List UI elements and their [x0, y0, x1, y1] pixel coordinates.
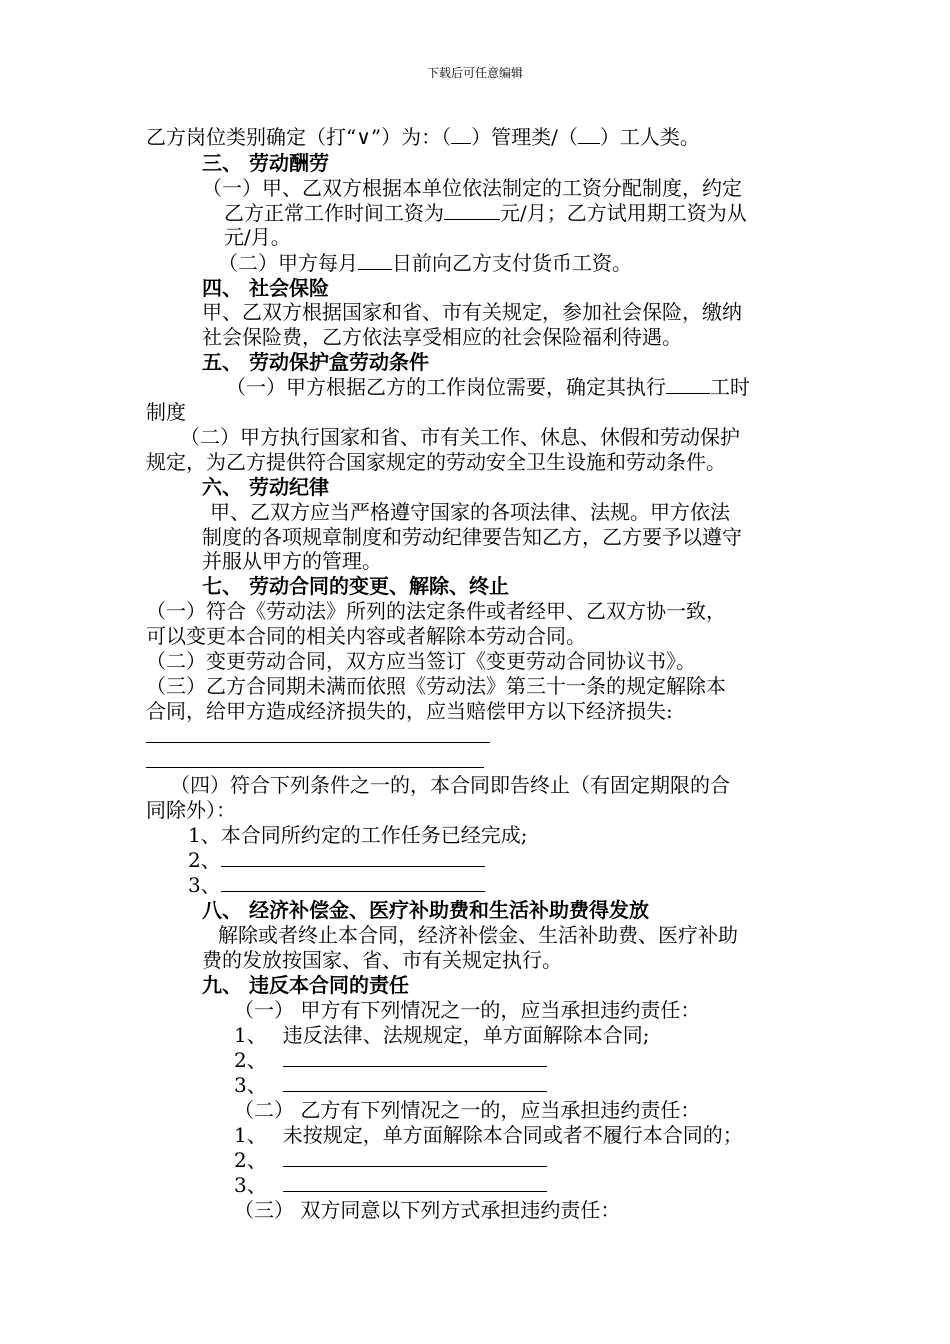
para-7-1a: （一）符合《劳动法》所列的法定条件或者经甲、乙双方协一致， — [146, 599, 726, 623]
para-9-1-item2: 2、 — [234, 1047, 547, 1073]
para-7-1b: 可以变更本合同的相关内容或者解除本劳动合同。 — [146, 624, 586, 648]
blank-line-loss-2 — [146, 767, 484, 768]
para-7-3a: （三）乙方合同期未满而依照《劳动法》第三十一条的规定解除本 — [146, 674, 726, 698]
section-heading-3: 三、 劳动酬劳 — [202, 151, 329, 175]
blank-employee-breach-3 — [283, 1173, 547, 1192]
blank-normal-wage — [444, 201, 500, 220]
para-9-1-item1: 1、 违反法律、法规规定，单方面解除本合同; — [234, 1023, 650, 1047]
para-3-2: （二）甲方每月 日前向乙方支付货币工资。 — [218, 251, 632, 275]
para-7-4-item3: 3、 — [188, 872, 485, 898]
blank-employer-breach-2 — [283, 1048, 547, 1067]
para-7-4b: 同除外）： — [146, 798, 236, 822]
para-8a: 解除或者终止本合同，经济补偿金、生活补助费、医疗补助 — [218, 923, 738, 947]
para-5-1c: 制度 — [146, 400, 186, 424]
para-9-3: （三） 双方同意以下列方式承担违约责任： — [234, 1198, 621, 1222]
para-9-1-item3: 3、 — [234, 1072, 547, 1098]
para-5-2a: （二）甲方执行国家和省、市有关工作、休息、休假和劳动保护 — [180, 425, 740, 449]
para-9-2-item1: 1、 未按规定，单方面解除本合同或者不履行本合同的； — [234, 1123, 743, 1147]
para-7-4a: （四）符合下列条件之一的，本合同即告终止（有固定期限的合 — [170, 773, 730, 797]
para-9-2-item2: 2、 — [234, 1147, 547, 1173]
para-9-2: （二） 乙方有下列情况之一的，应当承担违约责任： — [234, 1098, 701, 1122]
section-heading-4: 四、 社会保险 — [202, 276, 329, 300]
para-5-2b: 规定，为乙方提供符合国家规定的劳动安全卫生设施和劳动条件。 — [146, 450, 726, 474]
blank-term-2 — [221, 848, 485, 867]
blank-employee-breach-2 — [283, 1148, 547, 1167]
section-heading-5: 五、 劳动保护盒劳动条件 — [202, 350, 429, 374]
job-category-line: 乙方岗位类别确定（打“∨”）为：（ ）管理类/（ ）工人类。 — [146, 125, 700, 149]
para-7-3b: 合同，给甲方造成经济损失的，应当赔偿甲方以下经济损失: — [146, 699, 673, 723]
section-heading-8: 八、 经济补偿金、医疗补助费和生活补助费得发放 — [202, 898, 649, 922]
blank-term-3 — [221, 873, 485, 892]
section-heading-9: 九、 违反本合同的责任 — [202, 973, 409, 997]
blank-employer-breach-3 — [283, 1073, 547, 1092]
para-7-2: （二）变更劳动合同，双方应当签订《变更劳动合同协议书》。 — [146, 649, 696, 673]
blank-worker — [578, 125, 600, 144]
section-heading-7: 七、 劳动合同的变更、解除、终止 — [202, 574, 509, 598]
para-6a: 甲、乙双方应当严格遵守国家的各项法律、法规。甲方依法 — [210, 500, 730, 524]
para-6b: 制度的各项规章制度和劳动纪律要告知乙方，乙方要予以遵守 — [202, 525, 742, 549]
section-heading-6: 六、 劳动纪律 — [202, 475, 329, 499]
para-3-1a: （一）甲、乙双方根据本单位依法制定的工资分配制度，约定 — [202, 176, 742, 200]
para-5-1: （一）甲方根据乙方的工作岗位需要，确定其执行 工时 — [226, 375, 750, 399]
para-7-4-item2: 2、 — [188, 847, 485, 873]
para-7-4-item1: 1、本合同所约定的工作任务已经完成; — [188, 823, 528, 847]
para-6c: 并服从甲方的管理。 — [202, 549, 382, 573]
para-4b: 社会保险费，乙方依法享受相应的社会保险福利待遇。 — [202, 325, 682, 349]
blank-management — [451, 125, 471, 144]
para-9-2-item3: 3、 — [234, 1172, 547, 1198]
blank-working-hours — [666, 375, 710, 394]
blank-pay-day — [358, 251, 392, 270]
para-3-1b: 乙方正常工作时间工资为 元/月；乙方试用期工资为从 — [224, 201, 747, 225]
para-4a: 甲、乙双方根据国家和省、市有关规定，参加社会保险，缴纳 — [202, 300, 742, 324]
para-9-1: （一） 甲方有下列情况之一的，应当承担违约责任： — [234, 998, 701, 1022]
para-8b: 费的发放按国家、省、市有关规定执行。 — [202, 948, 562, 972]
para-3-1d: 元/月。 — [224, 225, 291, 249]
page-header: 下载后可任意编辑 — [426, 66, 523, 80]
blank-line-loss-1 — [146, 742, 490, 743]
